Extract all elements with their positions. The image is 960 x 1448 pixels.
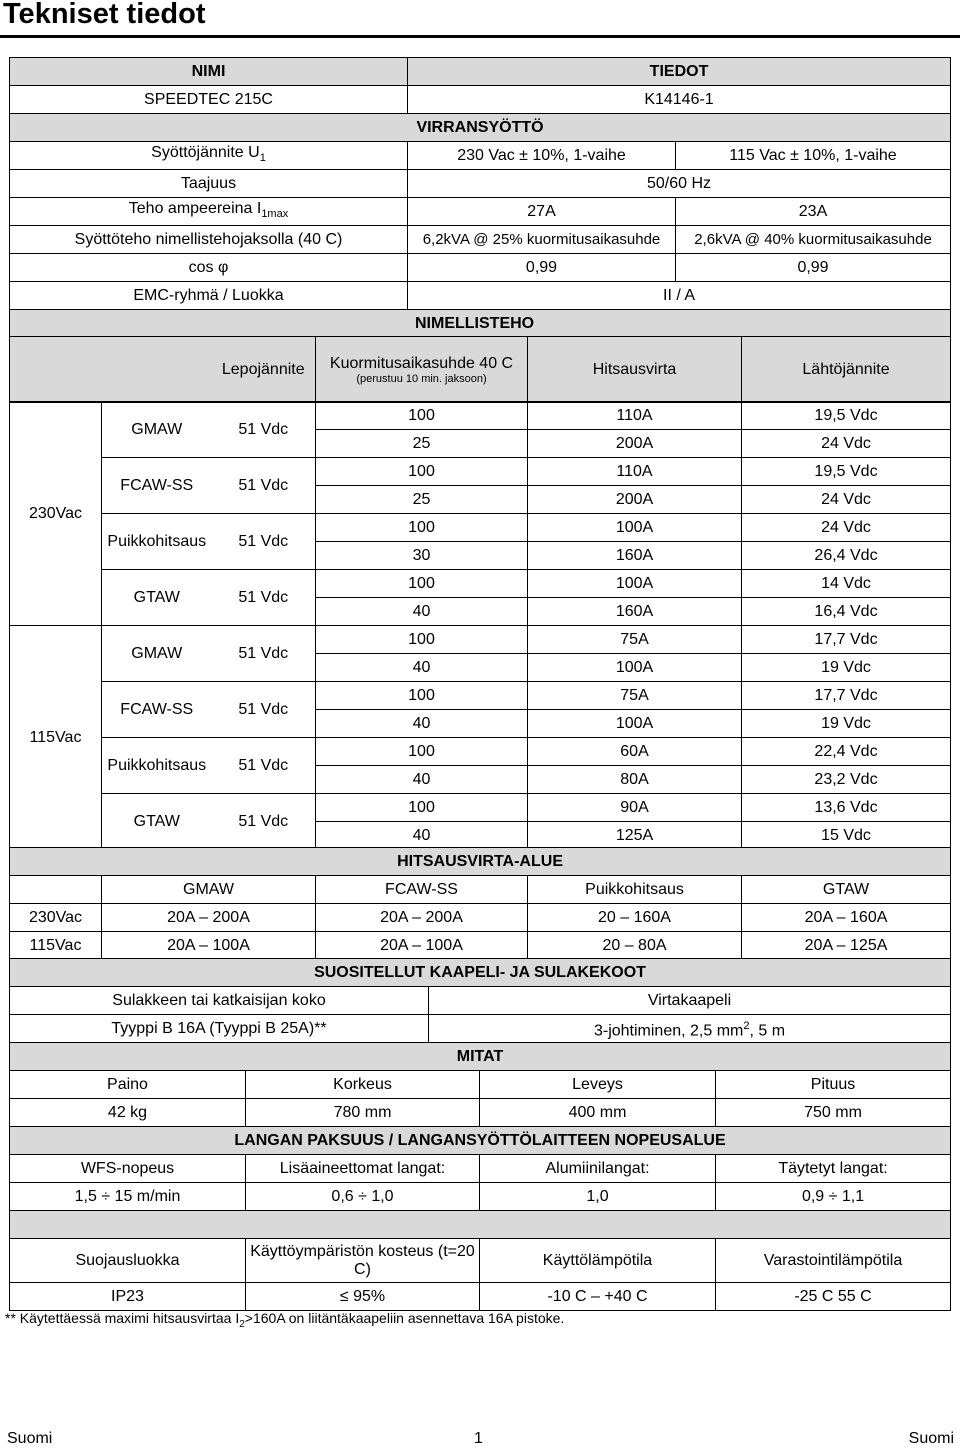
process-name: GMAW	[102, 626, 212, 682]
welding-current-value: 110A	[528, 402, 742, 430]
output-voltage-value: 13,6 Vdc	[742, 794, 951, 822]
welding-current-value: 160A	[528, 598, 742, 626]
col-current: Hitsausvirta	[528, 337, 742, 403]
duty-cycle-value: 30	[316, 542, 528, 570]
wire-cored-label: Täytetyt langat:	[716, 1155, 951, 1183]
welding-current-value: 160A	[528, 542, 742, 570]
col-ocv: Lepojännite	[212, 337, 316, 403]
emc-value: II / A	[408, 282, 951, 310]
ocv-value: 51 Vdc	[212, 794, 316, 850]
section-dims: MITAT	[10, 1043, 951, 1071]
rated-row	[10, 402, 951, 430]
env-humidity-label: Käyttöympäristön kosteus (t=20 C)	[246, 1239, 480, 1283]
section-wire: LANGAN PAKSUUS / LANGANSYÖTTÖLAITTEEN NOPEUSALUE	[10, 1127, 951, 1155]
duty-cycle-value: 100	[316, 402, 528, 430]
range-value: 20A – 160A	[742, 904, 951, 932]
dims-height-value: 780 mm	[246, 1099, 480, 1127]
duty-cycle-value: 100	[316, 738, 528, 766]
footnote: ** Käytettäessä maximi hitsausvirtaa $I_2>160A$ on liitäntäkaapeliin asennettava 16A pistoke.	[5, 1310, 565, 1330]
wire-wfs-value: 1,5 ÷ 15 m/min	[10, 1183, 246, 1211]
col-duty-note: (perustuu 10 min. jaksoon)	[356, 372, 487, 385]
footer-language-left: Suomi	[7, 1430, 53, 1447]
env-storage-temp-value: -25 C 55 C	[716, 1283, 951, 1311]
range-header-row	[10, 876, 951, 904]
range-process-header: GMAW	[102, 876, 316, 904]
cable-value: 3-johtiminen, 2,5 $mm^2$, 5 m	[429, 1015, 951, 1043]
cable-label: Virtakaapeli	[429, 987, 951, 1015]
env-blank-header	[10, 1211, 951, 1239]
output-voltage-value: 23,2 Vdc	[742, 766, 951, 794]
output-voltage-value: 16,4 Vdc	[742, 598, 951, 626]
input-power-label: Syöttöteho nimellistehojaksolla (40 C)	[10, 226, 408, 254]
rated-row	[10, 570, 951, 598]
title-rule	[0, 35, 960, 38]
process-name: Puikkohitsaus	[102, 514, 212, 570]
input-power-230: 6,2kVA @ 25% kuormitusaikasuhde	[408, 226, 676, 254]
duty-cycle-value: 40	[316, 598, 528, 626]
output-voltage-value: 24 Vdc	[742, 430, 951, 458]
output-voltage-value: 26,4 Vdc	[742, 542, 951, 570]
spec-table-top	[9, 57, 951, 338]
process-name: GTAW	[102, 570, 212, 626]
range-value: 20A – 200A	[316, 904, 528, 932]
dims-width-label: Leveys	[480, 1071, 716, 1099]
range-process-header: GTAW	[742, 876, 951, 904]
process-name: GTAW	[102, 794, 212, 850]
input-voltage-group: 115Vac	[10, 626, 102, 850]
ocv-value: 51 Vdc	[212, 626, 316, 682]
dims-length-label: Pituus	[716, 1071, 951, 1099]
range-value: 20A – 125A	[742, 932, 951, 960]
rated-header-blank-1	[10, 337, 102, 403]
duty-cycle-value: 100	[316, 514, 528, 542]
duty-cycle-value: 40	[316, 654, 528, 682]
process-name: FCAW-SS	[102, 682, 212, 738]
duty-cycle-value: 40	[316, 766, 528, 794]
duty-cycle-value: 100	[316, 458, 528, 486]
footer-language-right: Suomi	[908, 1430, 954, 1447]
page-title: Tekniset tiedot	[3, 0, 206, 30]
page-number: 1	[474, 1430, 483, 1447]
header-nimi: NIMI	[10, 58, 408, 86]
welding-current-value: 125A	[528, 822, 742, 850]
range-voltage-label: 230Vac	[10, 904, 102, 932]
process-name: GMAW	[102, 402, 212, 458]
duty-cycle-value: 25	[316, 430, 528, 458]
dims-weight-label: Paino	[10, 1071, 246, 1099]
cos-phi-230: 0,99	[408, 254, 676, 282]
duty-cycle-value: 100	[316, 626, 528, 654]
dims-height-label: Korkeus	[246, 1071, 480, 1099]
range-value: 20 – 160A	[528, 904, 742, 932]
welding-current-value: 90A	[528, 794, 742, 822]
welding-current-value: 100A	[528, 710, 742, 738]
section-cables: SUOSITELLUT KAAPELI- JA SULAKEKOOT	[10, 959, 951, 987]
env-protection-value: IP23	[10, 1283, 246, 1311]
rated-row	[10, 738, 951, 766]
ocv-value: 51 Vdc	[212, 682, 316, 738]
output-voltage-value: 22,4 Vdc	[742, 738, 951, 766]
supply-voltage-label: Syöttöjännite $U_1$	[10, 142, 408, 170]
welding-current-value: 100A	[528, 654, 742, 682]
rated-body	[9, 401, 951, 850]
cable-table	[9, 958, 951, 1043]
cos-phi-label: cos φ	[10, 254, 408, 282]
duty-cycle-value: 25	[316, 486, 528, 514]
process-name: Puikkohitsaus	[102, 738, 212, 794]
output-voltage-value: 17,7 Vdc	[742, 626, 951, 654]
dims-table	[9, 1042, 951, 1127]
input-voltage-group: 230Vac	[10, 402, 102, 626]
range-process-header: FCAW-SS	[316, 876, 528, 904]
wire-solid-value: 0,6 ÷ 1,0	[246, 1183, 480, 1211]
env-table	[9, 1210, 951, 1311]
rated-row	[10, 458, 951, 486]
rated-row	[10, 682, 951, 710]
dims-weight-value: 42 kg	[10, 1099, 246, 1127]
frequency-label: Taajuus	[10, 170, 408, 198]
env-protection-label: Suojausluokka	[10, 1239, 246, 1283]
env-storage-temp-label: Varastointilämpötila	[716, 1239, 951, 1283]
cos-phi-115: 0,99	[676, 254, 951, 282]
wire-aluminium-value: 1,0	[480, 1183, 716, 1211]
output-voltage-value: 24 Vdc	[742, 514, 951, 542]
welding-current-value: 100A	[528, 570, 742, 598]
ocv-value: 51 Vdc	[212, 402, 316, 458]
duty-cycle-value: 100	[316, 794, 528, 822]
model-code: K14146-1	[408, 86, 951, 114]
rated-row	[10, 626, 951, 654]
wire-table	[9, 1126, 951, 1211]
fuse-value: Tyyppi B 16A (Tyyppi B 25A)**	[10, 1015, 429, 1043]
col-duty: Kuormitusaikasuhde 40 C (perustuu 10 min. jaksoon)	[316, 337, 528, 403]
duty-cycle-value: 100	[316, 570, 528, 598]
supply-voltage-115: 115 Vac ± 10%, 1-vaihe	[676, 142, 951, 170]
process-name: FCAW-SS	[102, 458, 212, 514]
ocv-value: 51 Vdc	[212, 514, 316, 570]
env-operating-temp-value: -10 C – +40 C	[480, 1283, 716, 1311]
output-voltage-value: 14 Vdc	[742, 570, 951, 598]
output-voltage-value: 15 Vdc	[742, 822, 951, 850]
range-voltage-label: 115Vac	[10, 932, 102, 960]
wire-solid-label: Lisäaineettomat langat:	[246, 1155, 480, 1183]
frequency-value: 50/60 Hz	[408, 170, 951, 198]
output-voltage-value: 19 Vdc	[742, 654, 951, 682]
env-humidity-value: ≤ 95%	[246, 1283, 480, 1311]
ocv-value: 51 Vdc	[212, 738, 316, 794]
output-voltage-value: 17,7 Vdc	[742, 682, 951, 710]
ocv-value: 51 Vdc	[212, 570, 316, 626]
welding-current-value: 200A	[528, 430, 742, 458]
col-output: Lähtöjännite	[742, 337, 951, 403]
output-voltage-value: 19 Vdc	[742, 710, 951, 738]
output-voltage-value: 24 Vdc	[742, 486, 951, 514]
output-voltage-value: 19,5 Vdc	[742, 402, 951, 430]
output-voltage-value: 19,5 Vdc	[742, 458, 951, 486]
duty-cycle-value: 40	[316, 710, 528, 738]
input-power-115: 2,6kVA @ 40% kuormitusaikasuhde	[676, 226, 951, 254]
fuse-label: Sulakkeen tai katkaisijan koko	[10, 987, 429, 1015]
wire-aluminium-label: Alumiinilangat:	[480, 1155, 716, 1183]
range-value: 20A – 200A	[102, 904, 316, 932]
section-range: HITSAUSVIRTA-ALUE	[10, 848, 951, 876]
range-row	[10, 932, 951, 960]
header-tiedot: TIEDOT	[408, 58, 951, 86]
range-process-header: Puikkohitsaus	[528, 876, 742, 904]
range-value: 20 – 80A	[528, 932, 742, 960]
input-current-label: Teho ampeereina $I_{1max}$	[10, 198, 408, 226]
model-name: SPEEDTEC 215C	[10, 86, 408, 114]
rated-row	[10, 794, 951, 822]
range-table	[9, 847, 951, 960]
input-current-230: 27A	[408, 198, 676, 226]
dims-length-value: 750 mm	[716, 1099, 951, 1127]
wire-cored-value: 0,9 ÷ 1,1	[716, 1183, 951, 1211]
input-current-115: 23A	[676, 198, 951, 226]
section-rated: NIMELLISTEHO	[10, 310, 951, 338]
range-row	[10, 904, 951, 932]
welding-current-value: 75A	[528, 682, 742, 710]
emc-label: EMC-ryhmä / Luokka	[10, 282, 408, 310]
welding-current-value: 200A	[528, 486, 742, 514]
rated-header	[9, 336, 951, 403]
wire-wfs-label: WFS-nopeus	[10, 1155, 246, 1183]
duty-cycle-value: 40	[316, 822, 528, 850]
range-value: 20A – 100A	[316, 932, 528, 960]
dims-width-value: 400 mm	[480, 1099, 716, 1127]
rated-header-blank-2	[102, 337, 212, 403]
supply-voltage-230: 230 Vac ± 10%, 1-vaihe	[408, 142, 676, 170]
welding-current-value: 60A	[528, 738, 742, 766]
duty-cycle-value: 100	[316, 682, 528, 710]
range-header-blank	[10, 876, 102, 904]
range-value: 20A – 100A	[102, 932, 316, 960]
rated-row	[10, 514, 951, 542]
welding-current-value: 75A	[528, 626, 742, 654]
welding-current-value: 100A	[528, 514, 742, 542]
section-supply: VIRRANSYÖTTÖ	[10, 114, 951, 142]
welding-current-value: 110A	[528, 458, 742, 486]
env-operating-temp-label: Käyttölämpötila	[480, 1239, 716, 1283]
welding-current-value: 80A	[528, 766, 742, 794]
ocv-value: 51 Vdc	[212, 458, 316, 514]
